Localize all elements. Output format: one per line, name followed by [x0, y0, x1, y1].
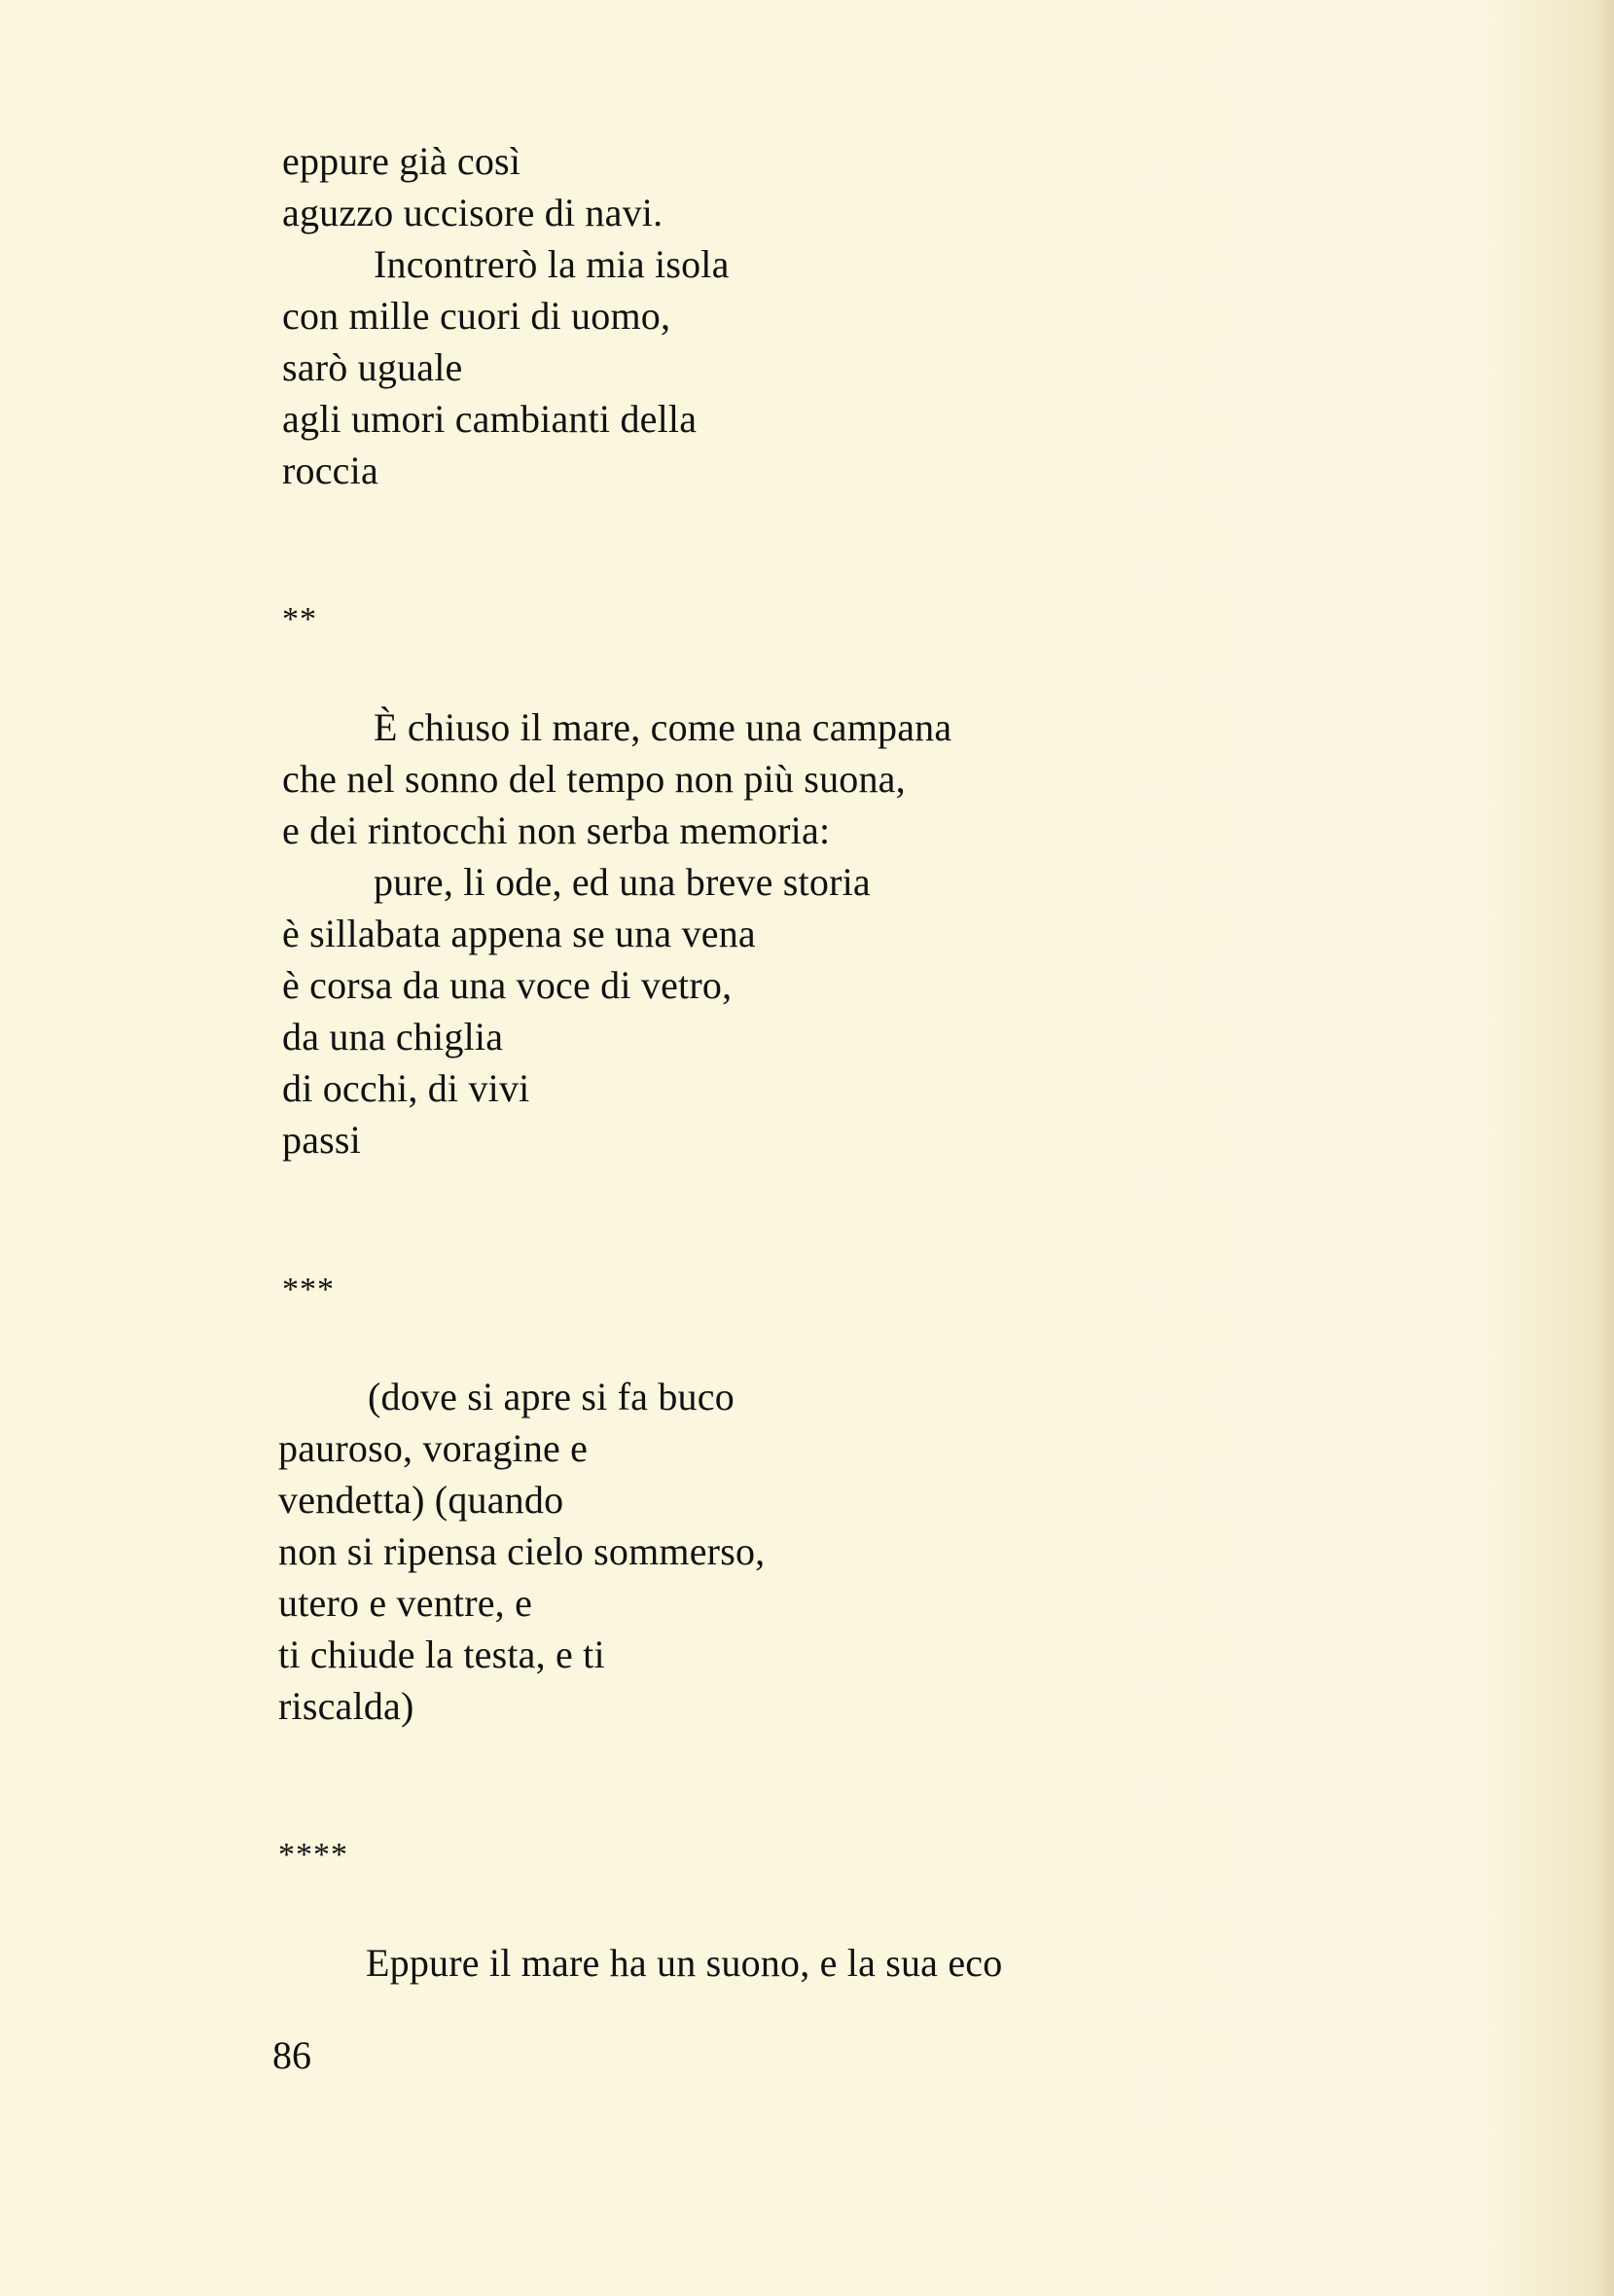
poem-line: di occhi, di vivi — [282, 1066, 530, 1110]
poem-line: non si ripensa cielo sommerso, — [278, 1529, 766, 1573]
section-separator: **** — [278, 1837, 348, 1873]
poem-line: passi — [282, 1118, 361, 1162]
poem-line: sarò uguale — [282, 345, 463, 389]
poem-line: (dove si apre si fa buco — [368, 1375, 735, 1418]
poem-line: è corsa da una voce di vetro, — [282, 963, 733, 1007]
poem-line: vendetta) (quando — [278, 1478, 564, 1522]
poem-line: È chiuso il mare, come una campana — [374, 705, 952, 749]
poem-line: eppure già così — [282, 139, 521, 183]
section-separator: ** — [282, 601, 317, 637]
poem-line: Eppure il mare ha un suono, e la sua eco — [366, 1941, 1003, 1985]
poem-line: riscalda) — [278, 1684, 414, 1728]
poem-line: pure, li ode, ed una breve storia — [374, 860, 871, 904]
poem-line: è sillabata appena se una vena — [282, 912, 756, 955]
poem-line: roccia — [282, 448, 378, 492]
poem-line: con mille cuori di uomo, — [282, 294, 671, 338]
poem-line: e dei rintocchi non serba memoria: — [282, 808, 831, 852]
poem-line: ti chiude la testa, e ti — [278, 1632, 605, 1676]
poem-line: agli umori cambianti della — [282, 397, 698, 441]
page-number: 86 — [272, 2033, 311, 2077]
section-separator: *** — [282, 1272, 335, 1308]
poem-line: aguzzo uccisore di navi. — [282, 191, 664, 234]
poem-line: Incontrerò la mia isola — [374, 242, 730, 286]
poem-line: da una chiglia — [282, 1015, 504, 1058]
poem-line: che nel sonno del tempo non più suona, — [282, 757, 906, 801]
poem-line: utero e ventre, e — [278, 1581, 533, 1625]
poem-line: pauroso, voragine e — [278, 1426, 589, 1470]
